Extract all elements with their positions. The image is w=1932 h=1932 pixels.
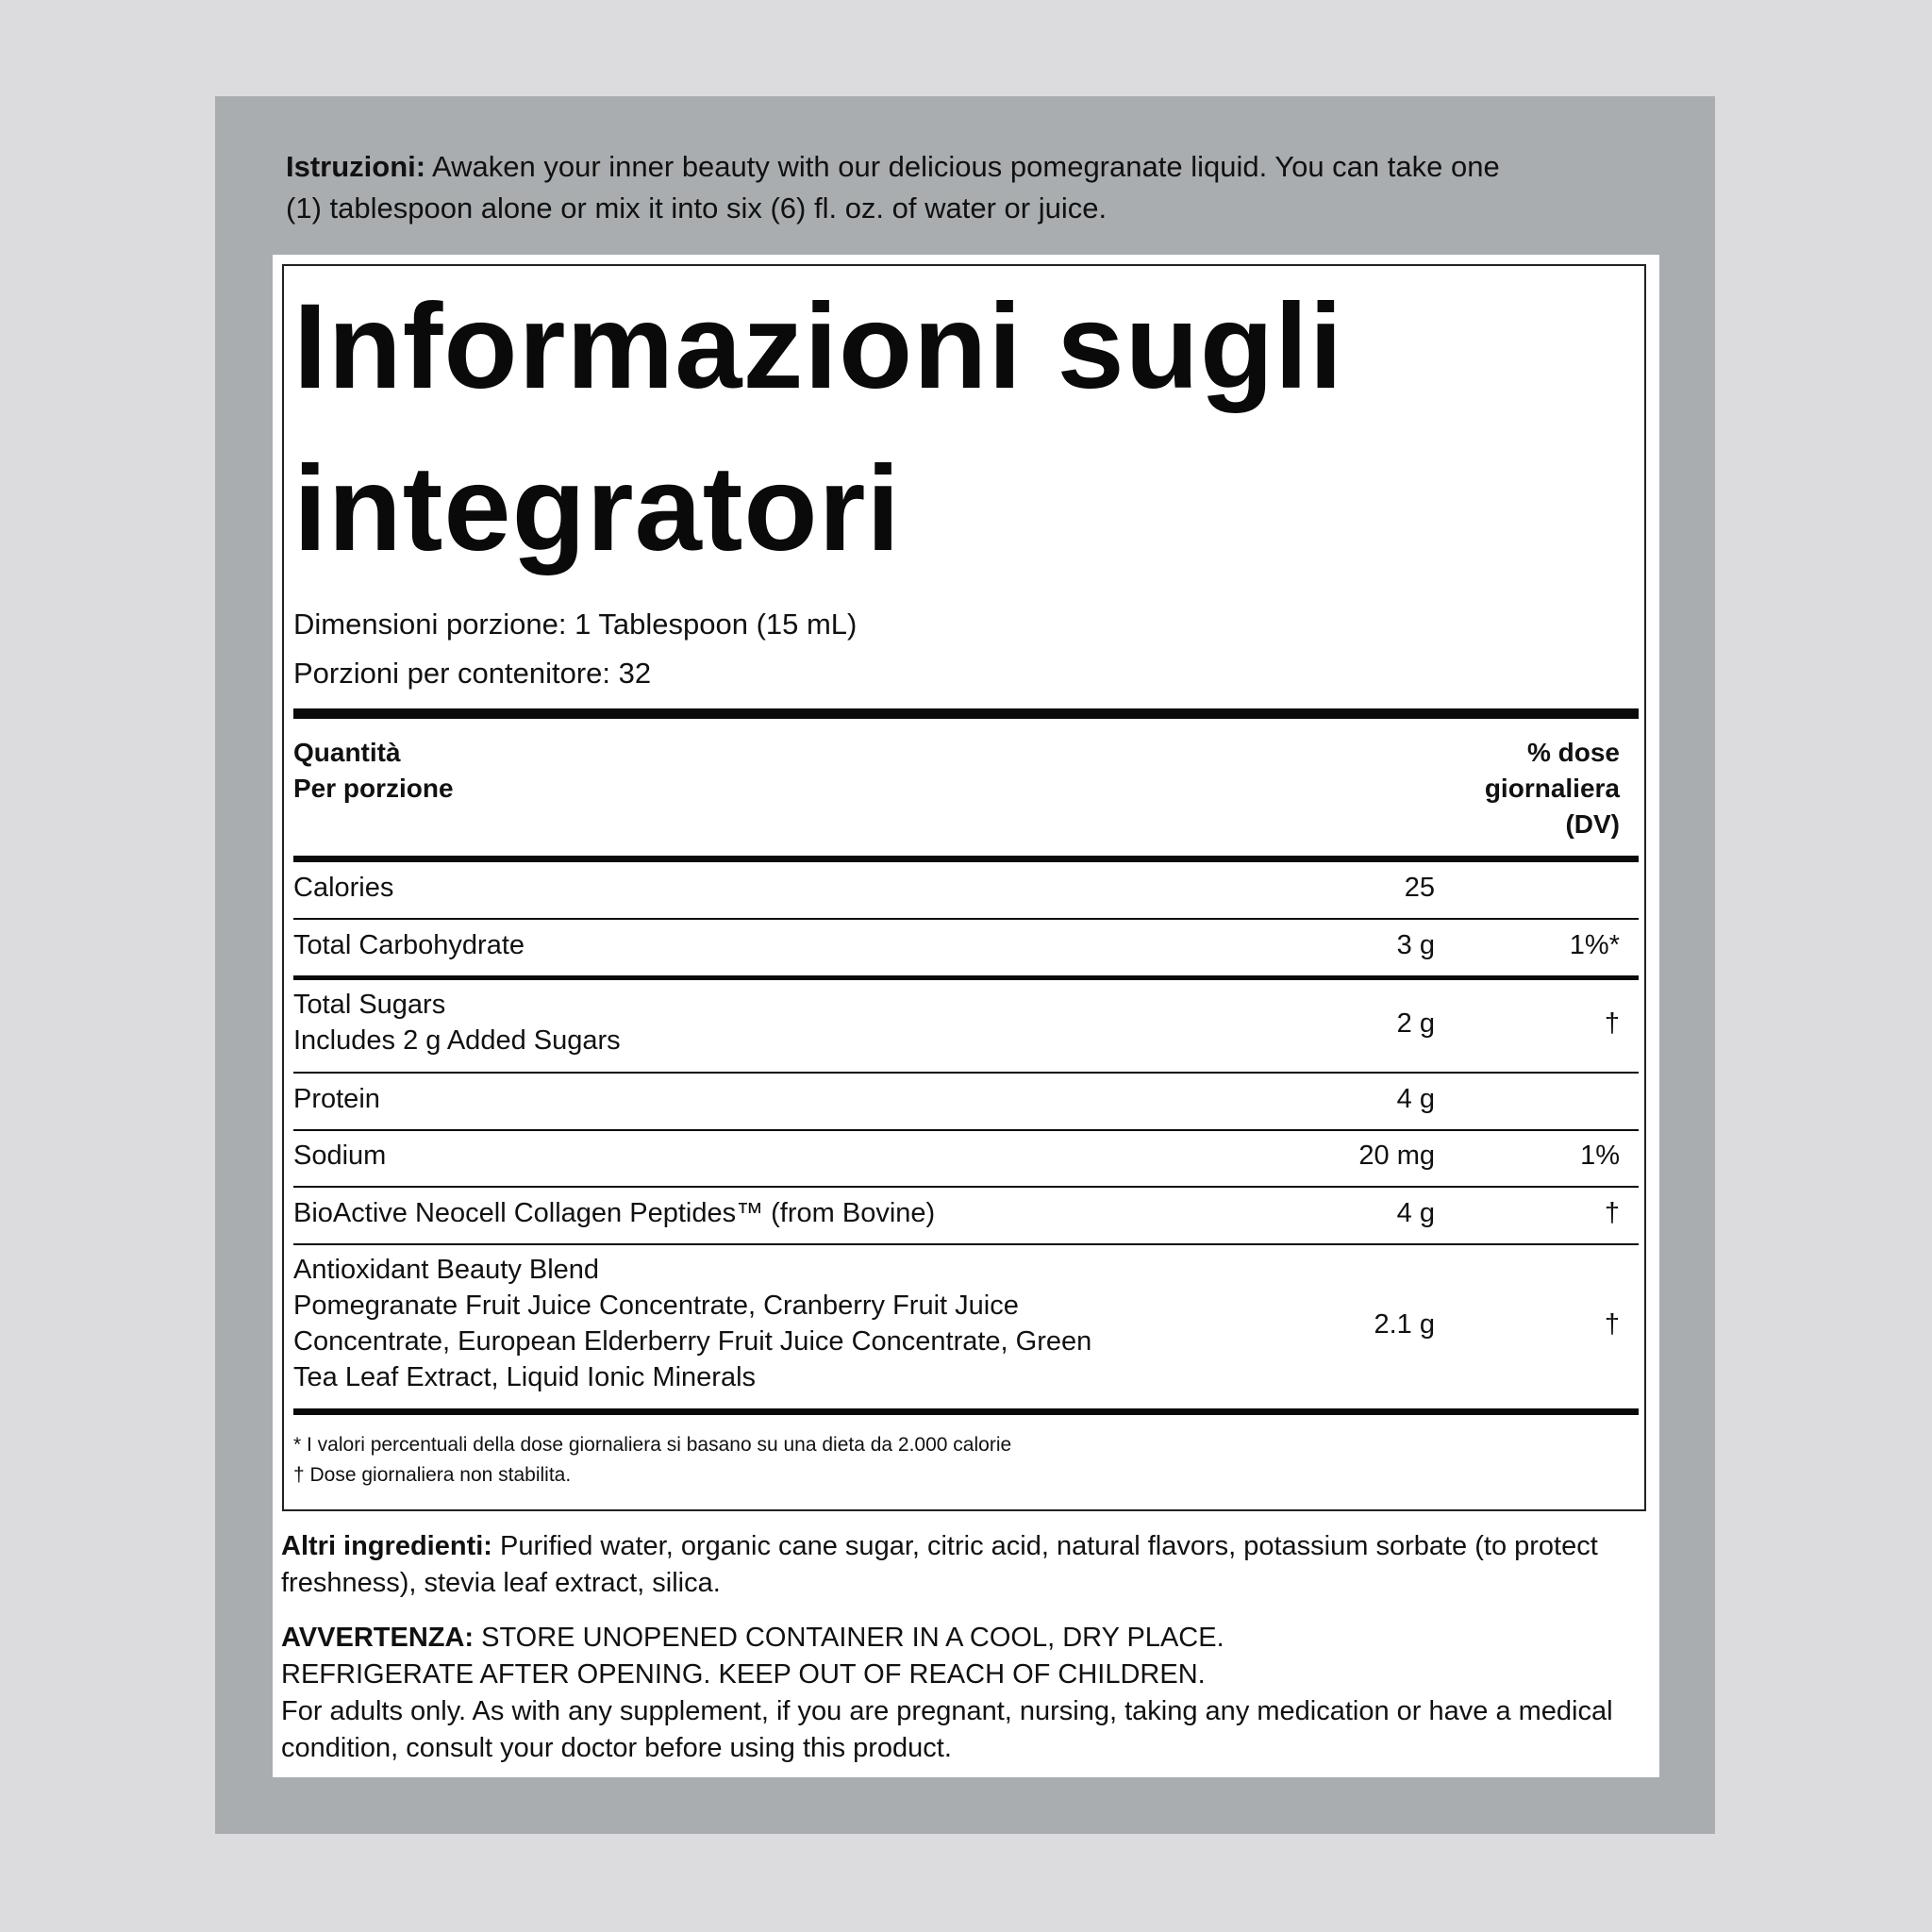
warning bbox=[281, 1620, 1658, 1767]
footnote-not-established: † Dose giornaliera non stabilita. bbox=[293, 1464, 572, 1486]
nutrient-name: Sodium bbox=[293, 1141, 387, 1171]
table-row bbox=[293, 987, 1639, 1060]
table-row bbox=[293, 1195, 1639, 1233]
nutrient-name: Calories bbox=[293, 873, 394, 903]
nutrient-amount: 4 g bbox=[1396, 1084, 1435, 1114]
facts-title-line2: integratori bbox=[293, 441, 901, 576]
warning-line3: For adults only. As with any supplement, if you are pregnant, nursing, taking any medication or have a medical condition, consult your doctor before using this product. bbox=[281, 1696, 1613, 1763]
nutrient-name: BioActive Neocell Collagen Peptides™ (from Bovine) bbox=[293, 1198, 936, 1228]
nutrient-amount: 2.1 g bbox=[1374, 1309, 1435, 1340]
instructions-label: Istruzioni: bbox=[286, 150, 426, 183]
nutrient-name bbox=[293, 987, 1161, 1058]
nutrient-dv: 1%* bbox=[1569, 930, 1620, 960]
nutrient-dv: † bbox=[1604, 1198, 1620, 1228]
nutrient-name: Total Carbohydrate bbox=[293, 930, 525, 960]
serving-size: Dimensioni porzione: 1 Tablespoon (15 mL) bbox=[293, 608, 858, 641]
servings-per-container: Porzioni per contenitore: 32 bbox=[293, 657, 652, 690]
nutrient-amount: 2 g bbox=[1396, 1008, 1435, 1039]
dv-header-line2: giornaliera bbox=[1484, 774, 1620, 803]
warning-line1: STORE UNOPENED CONTAINER IN A COOL, DRY PLACE. bbox=[474, 1623, 1224, 1653]
medium-divider bbox=[293, 975, 1639, 980]
facts-title-line1: Informazioni sugli bbox=[293, 279, 1344, 414]
amount-header-line1: Quantità bbox=[293, 738, 401, 767]
nutrient-dv: † bbox=[1604, 1008, 1620, 1039]
nutrient-name bbox=[293, 1252, 1142, 1395]
nutrient-name-line2: Includes 2 g Added Sugars bbox=[293, 1025, 621, 1056]
thin-divider bbox=[293, 1186, 1639, 1188]
amount-header-line2: Per porzione bbox=[293, 774, 454, 803]
nutrient-amount: 20 mg bbox=[1358, 1141, 1435, 1171]
nutrient-amount: 3 g bbox=[1396, 930, 1435, 960]
dv-header bbox=[1485, 735, 1620, 842]
other-ingredients bbox=[281, 1528, 1658, 1602]
table-row bbox=[293, 927, 1639, 965]
other-ingredients-text: Purified water, organic cane sugar, citric acid, natural flavors, potassium sorbate (to protect freshness), stevia leaf extract, silica. bbox=[281, 1531, 1598, 1598]
table-row bbox=[293, 1252, 1639, 1399]
thick-divider bbox=[293, 708, 1639, 719]
amount-header bbox=[293, 735, 454, 807]
facts-title bbox=[293, 266, 1633, 591]
thin-divider bbox=[293, 1129, 1639, 1131]
other-ingredients-label: Altri ingredienti: bbox=[281, 1531, 492, 1561]
thin-divider bbox=[293, 918, 1639, 920]
nutrient-name-line1: Total Sugars bbox=[293, 990, 446, 1020]
dv-header-line3: (DV) bbox=[1565, 809, 1620, 839]
warning-line2: REFRIGERATE AFTER OPENING. KEEP OUT OF REACH OF CHILDREN. bbox=[281, 1659, 1206, 1690]
nutrient-dv: 1% bbox=[1580, 1141, 1620, 1171]
blend-ingredients: Pomegranate Fruit Juice Concentrate, Cranberry Fruit Juice Concentrate, European Elderberry Fruit Juice Concentrate, Green Tea Leaf Extract, Liquid Ionic Minerals bbox=[293, 1291, 1092, 1392]
nutrient-amount: 4 g bbox=[1396, 1198, 1435, 1228]
dv-header-line1: % dose bbox=[1526, 738, 1620, 767]
footnote-daily-value: * I valori percentuali della dose giornaliera si basano su una dieta da 2.000 calorie bbox=[293, 1434, 1012, 1456]
thin-divider bbox=[293, 1243, 1639, 1245]
nutrient-name: Protein bbox=[293, 1084, 380, 1114]
medium-divider bbox=[293, 856, 1639, 862]
nutrient-dv: † bbox=[1604, 1309, 1620, 1340]
table-row bbox=[293, 1138, 1639, 1175]
instructions-text bbox=[286, 146, 1541, 229]
table-row bbox=[293, 1081, 1639, 1119]
warning-label: AVVERTENZA: bbox=[281, 1623, 475, 1653]
table-row bbox=[293, 870, 1639, 908]
medium-divider bbox=[293, 1408, 1639, 1415]
nutrient-amount: 25 bbox=[1404, 873, 1435, 903]
blend-name: Antioxidant Beauty Blend bbox=[293, 1255, 600, 1285]
instructions-body: Awaken your inner beauty with our delicious pomegranate liquid. You can take one (1) tablespoon alone or mix it into six (6) fl. oz. of water or juice. bbox=[286, 150, 1500, 225]
thin-divider bbox=[293, 1072, 1639, 1074]
